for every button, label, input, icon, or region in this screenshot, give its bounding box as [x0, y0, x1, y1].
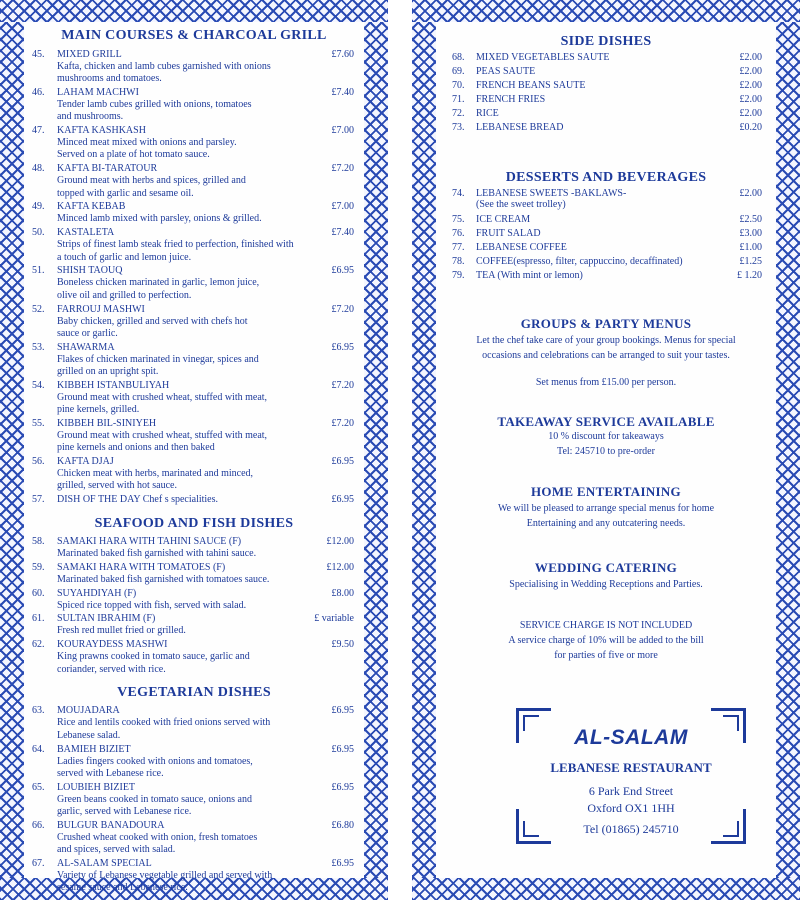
item-description-line: Served on a plate of hot tomato sauce. [57, 149, 210, 161]
item-description-line: Chicken meat with herbs, marinated and minced, [57, 467, 254, 479]
item-description-line: King prawns cooked in tomato sauce, garlic and [57, 651, 250, 663]
menu-item [24, 201, 364, 227]
item-price: £8.00 [331, 587, 354, 599]
home-entertaining-line-1: We will be pleased to arrange special menus for home [497, 503, 715, 514]
menu-item [436, 122, 776, 136]
item-number: 62. [32, 639, 45, 651]
item-description-line: grilled on an upright spit. [57, 365, 159, 377]
item-number: 47. [32, 125, 45, 137]
seafood-title: SEAFOOD AND FISH DISHES [94, 515, 294, 531]
item-note-text: (See the sweet trolley) [476, 199, 566, 210]
restaurant-subtitle: LEBANESE RESTAURANT [550, 760, 712, 775]
celtic-border-left [412, 0, 436, 900]
item-price: £2.00 [739, 80, 762, 91]
item-name: FARROUJ MASHWI [57, 303, 145, 315]
menu-item [24, 613, 364, 639]
item-price: £12.00 [326, 535, 354, 547]
menu-item [24, 49, 364, 87]
menu-item [436, 256, 776, 270]
item-name: LOUBIEH BIZIET [57, 781, 136, 793]
item-name: AL-SALAM SPECIAL [57, 857, 152, 869]
item-price: £6.95 [331, 265, 354, 277]
item-description [57, 277, 327, 301]
item-price: £6.95 [331, 781, 354, 793]
item-name: SAMAKI HARA WITH TOMATOES (F) [57, 561, 226, 573]
item-description-line: Spiced rice topped with fish, served with salad. [57, 599, 247, 611]
home-entertaining-section [436, 484, 776, 531]
item-number: 56. [32, 455, 45, 467]
item-description-line: olive oil and grilled to perfection. [57, 289, 192, 301]
groups-line-1: Let the chef take care of your group bookings. Menus for special [476, 335, 736, 346]
item-description-line: Baby chicken, grilled and served with chefs hot [57, 315, 248, 327]
groups-section [436, 316, 776, 390]
item-description [57, 756, 327, 780]
item-name: SHAWARMA [57, 341, 115, 353]
item-description-line: Rice and lentils cooked with fried onions served with [57, 717, 271, 729]
item-description-line: sesame sauce and Lebanese rice. [57, 882, 188, 893]
item-description-line: Boneless chicken marinated in garlic, lemon juice, [57, 277, 260, 289]
item-number: 79. [452, 270, 465, 281]
page-gutter [388, 0, 412, 900]
groups-line-3: Set menus from £15.00 per person. [535, 377, 677, 388]
item-number: 50. [32, 227, 45, 239]
menu-item [24, 227, 364, 265]
item-description-line: sauce or garlic. [57, 327, 118, 339]
item-price: £6.95 [331, 743, 354, 755]
menu-item [436, 228, 776, 242]
menu-item [24, 744, 364, 782]
item-name: KASTALETA [57, 227, 115, 239]
item-number: 69. [452, 66, 465, 77]
item-number: 55. [32, 417, 45, 429]
menu-item [24, 494, 364, 508]
item-number: 53. [32, 341, 45, 353]
celtic-border-right [776, 0, 800, 900]
item-description [57, 625, 327, 637]
item-price: £6.95 [331, 705, 354, 717]
service-charge-line-1: SERVICE CHARGE IS NOT INCLUDED [519, 620, 693, 631]
wedding-section [436, 560, 776, 592]
menu-item [436, 52, 776, 66]
item-description-line: a touch of garlic and lemon juice. [57, 251, 192, 263]
item-number: 54. [32, 379, 45, 391]
celtic-border-right [364, 0, 388, 900]
item-number: 64. [32, 743, 45, 755]
takeaway-line-1: 10 % discount for takeaways [548, 431, 664, 442]
item-price: £6.80 [331, 819, 354, 831]
celtic-border-bottom [412, 878, 800, 900]
service-charge-section [436, 618, 776, 663]
item-price: £1.00 [739, 242, 762, 253]
item-name: SHISH TAOUQ [57, 265, 123, 277]
item-number: 73. [452, 122, 465, 133]
item-description [57, 430, 327, 454]
item-number: 71. [452, 94, 465, 105]
item-number: 68. [452, 52, 465, 63]
item-price: £7.00 [331, 125, 354, 137]
item-name: COFFEE(espresso, filter, cappuccino, decaffinated) [476, 256, 683, 267]
menu-item [436, 80, 776, 94]
item-description [57, 175, 327, 199]
item-price: £2.00 [739, 52, 762, 63]
item-description [57, 832, 327, 856]
item-number: 60. [32, 587, 45, 599]
item-name: KAFTA DJAJ [57, 455, 114, 467]
menu-item [24, 87, 364, 125]
item-name: LEBANESE BREAD [476, 122, 564, 133]
restaurant-name: AL-SALAM [574, 726, 688, 749]
item-name: SAMAKI HARA WITH TAHINI SAUCE (F) [57, 535, 242, 547]
item-price: £2.00 [739, 188, 762, 199]
menu-item [24, 782, 364, 820]
menu-item [24, 536, 364, 562]
item-note [436, 199, 776, 213]
menu-left-page [0, 0, 388, 900]
left-page-content [24, 22, 364, 893]
menu-item [436, 214, 776, 228]
item-price: £7.00 [331, 201, 354, 213]
item-description-line: Fresh red mullet fried or grilled. [57, 625, 186, 637]
item-name: MIXED GRILL [57, 49, 122, 60]
item-description-line: Ladies fingers cooked with onions and tomatoes, [57, 755, 253, 767]
item-name: FRENCH BEANS SAUTE [476, 80, 586, 91]
item-description-line: Green beans cooked in tomato sauce, onions and [57, 793, 252, 805]
item-name: DISH OF THE DAY Chef s specialities. [57, 494, 219, 505]
item-price: £6.95 [331, 455, 354, 467]
item-name: LEBANESE SWEETS -BAKLAWS- [476, 188, 627, 199]
item-name: KIBBEH BIL-SINIYEH [57, 417, 157, 429]
item-number: 78. [452, 256, 465, 267]
item-name: KOURAYDESS MASHWI [57, 639, 168, 651]
menu-item [24, 588, 364, 614]
desserts-title: DESSERTS AND BEVERAGES [505, 170, 707, 185]
item-number: 65. [32, 781, 45, 793]
phone-number: Tel (01865) 245710 [583, 822, 679, 836]
item-description-line: Crushed wheat cooked with onion, fresh tomatoes [57, 831, 258, 843]
item-number: 51. [32, 265, 45, 277]
takeaway-title: TAKEAWAY SERVICE AVAILABLE [497, 414, 715, 429]
item-description-line: Variety of Lebanese vegetable grilled and served with [57, 869, 273, 881]
takeaway-line-2: Tel: 245710 to pre-order [557, 446, 655, 457]
item-description [57, 392, 327, 416]
item-description-line: Minced meat mixed with onions and parsley. [57, 137, 237, 149]
menu-item [24, 562, 364, 588]
item-description [57, 99, 327, 123]
item-number: 67. [32, 857, 45, 869]
menu-item [24, 858, 364, 896]
celtic-border-top [0, 0, 388, 22]
item-number: 75. [452, 214, 465, 225]
item-price: £9.50 [331, 639, 354, 651]
item-description-line: served with Lebanese rice. [57, 767, 164, 779]
item-number: 70. [452, 80, 465, 91]
item-number: 63. [32, 705, 45, 717]
wedding-title: WEDDING CATERING [534, 560, 678, 575]
restaurant-logo-block [516, 708, 746, 844]
item-name: KIBBEH ISTANBULIYAH [57, 379, 170, 391]
item-name: SULTAN IBRAHIM (F) [57, 613, 156, 625]
item-description [57, 354, 327, 378]
menu-item [436, 66, 776, 80]
item-name: KAFTA BI-TARATOUR [57, 163, 158, 175]
item-description-line: Kafta, chicken and lamb cubes garnished with onions [57, 61, 271, 72]
menu-item [24, 125, 364, 163]
item-description [57, 651, 327, 675]
item-name: SUYAHDIYAH (F) [57, 587, 137, 599]
item-name: FRUIT SALAD [476, 228, 541, 239]
item-name: LEBANESE COFFEE [476, 242, 567, 253]
menu-item [24, 639, 364, 677]
item-price: £3.00 [739, 228, 762, 239]
item-price: £1.25 [739, 256, 762, 267]
item-name: RICE [476, 108, 499, 119]
item-number: 59. [32, 561, 45, 573]
item-number: 74. [452, 188, 465, 199]
menu-item [24, 304, 364, 342]
item-description-line: Lebanese salad. [57, 729, 121, 741]
item-description [57, 717, 327, 741]
item-description [57, 870, 327, 894]
item-name: LAHAM MACHWI [57, 87, 139, 99]
menu-item [24, 705, 364, 743]
item-description-line: Ground meat with crushed wheat, stuffed with meat, [57, 429, 268, 441]
item-description [57, 137, 327, 161]
item-number: 66. [32, 819, 45, 831]
item-price: £0.20 [739, 122, 762, 133]
item-number: 58. [32, 535, 45, 547]
item-price: £ 1.20 [737, 270, 762, 281]
item-name: KAFTA KASHKASH [57, 125, 146, 137]
item-description [57, 600, 327, 612]
home-entertaining-title: HOME ENTERTAINING [531, 484, 681, 499]
item-number: 49. [32, 201, 45, 213]
menu-right-page [412, 0, 800, 900]
item-description [57, 574, 327, 586]
item-price: £7.20 [331, 303, 354, 315]
menu-item [24, 456, 364, 494]
item-description-line: coriander, served with rice. [57, 663, 166, 675]
item-price: £7.60 [331, 49, 354, 60]
takeaway-section [436, 414, 776, 459]
menu-item [24, 265, 364, 303]
item-name: FRENCH FRIES [476, 94, 546, 105]
item-description [57, 61, 327, 85]
address-city: Oxford OX1 1HH [587, 801, 675, 815]
item-name: MIXED VEGETABLES SAUTE [476, 52, 610, 63]
menu-item [436, 108, 776, 122]
item-price: £ variable [314, 613, 354, 625]
groups-title: GROUPS & PARTY MENUS [520, 316, 692, 331]
service-charge-line-3: for parties of five or more [554, 650, 658, 661]
item-description [57, 794, 327, 818]
item-description-line: grilled, served with hot sauce. [57, 480, 177, 492]
item-name: BAMIEH BIZIET [57, 743, 131, 755]
item-description-line: Minced lamb mixed with parsley, onions & grilled. [57, 213, 262, 225]
service-charge-line-2: A service charge of 10% will be added to the bill [508, 635, 704, 646]
item-description-line: Strips of finest lamb steak fried to perfection, finished with [57, 239, 294, 251]
item-name: KAFTA KEBAB [57, 201, 126, 213]
item-price: £7.20 [331, 417, 354, 429]
item-description-line: pine kernels and onions and then baked [57, 442, 215, 453]
item-price: £2.00 [739, 108, 762, 119]
menu-item [436, 94, 776, 108]
item-description [57, 468, 327, 492]
item-description [57, 213, 327, 225]
menu-item [24, 380, 364, 418]
item-name: MOUJADARA [57, 705, 120, 717]
item-number: 61. [32, 613, 45, 625]
menu-item [436, 270, 776, 284]
item-price: £7.40 [331, 227, 354, 239]
menu-item [436, 242, 776, 256]
item-description-line: topped with garlic and sesame oil. [57, 187, 194, 199]
item-description-line: pine kernels, grilled. [57, 403, 140, 415]
item-name: BULGUR BANADOURA [57, 819, 165, 831]
vegetarian-title: VEGETARIAN DISHES [117, 685, 271, 701]
item-name: PEAS SAUTE [476, 66, 536, 77]
item-description-line: Ground meat with herbs and spices, grilled and [57, 175, 246, 187]
item-description-line: garlic, served with Lebanese rice. [57, 805, 192, 817]
item-number: 45. [32, 49, 45, 60]
menu-item [24, 820, 364, 858]
item-description [57, 239, 327, 263]
celtic-border-top [412, 0, 800, 22]
groups-line-2: occasions and celebrations can be arranged to suit your tastes. [482, 350, 730, 361]
address-street: 6 Park End Street [588, 784, 674, 798]
item-description-line: Tender lamb cubes grilled with onions, tomatoes [57, 99, 252, 111]
item-number: 72. [452, 108, 465, 119]
home-entertaining-line-2: Entertaining and any outcatering needs. [526, 518, 686, 529]
item-description-line: mushrooms and tomatoes. [57, 73, 162, 85]
item-number: 77. [452, 242, 465, 253]
item-description-line: and spices, served with salad. [57, 843, 176, 855]
item-description-line: Ground meat with crushed wheat, stuffed with meat, [57, 391, 268, 403]
item-number: 46. [32, 87, 45, 99]
item-price: £2.00 [739, 94, 762, 105]
item-name: ICE CREAM [476, 214, 531, 225]
item-price: £6.95 [331, 857, 354, 869]
item-price: £2.00 [739, 66, 762, 77]
item-number: 48. [32, 163, 45, 175]
item-price: £6.95 [331, 494, 354, 505]
menu-item [24, 418, 364, 456]
item-price: £6.95 [331, 341, 354, 353]
wedding-line-1: Specialising in Wedding Receptions and Parties. [509, 579, 703, 590]
main-courses-title: MAIN COURSES & CHARCOAL GRILL [61, 28, 327, 43]
item-description [57, 316, 327, 340]
item-number: 76. [452, 228, 465, 239]
item-description-line: Marinated baked fish garnished with tomatoes sauce. [57, 573, 270, 585]
item-price: £7.40 [331, 87, 354, 99]
item-price: £7.20 [331, 379, 354, 391]
celtic-border-left [0, 0, 24, 900]
item-price: £2.50 [739, 214, 762, 225]
item-price: £7.20 [331, 163, 354, 175]
item-description-line: and mushrooms. [57, 111, 124, 123]
item-description-line: Flakes of chicken marinated in vinegar, spices and [57, 353, 259, 365]
item-price: £12.00 [326, 561, 354, 573]
menu-item [24, 342, 364, 380]
item-description-line: Marinated baked fish garnished with tahini sauce. [57, 547, 257, 559]
right-page-content [436, 22, 776, 878]
item-number: 52. [32, 303, 45, 315]
item-name: TEA (With mint or lemon) [476, 270, 583, 281]
item-number: 57. [32, 494, 45, 505]
menu-item [24, 163, 364, 201]
side-dishes-title: SIDE DISHES [560, 34, 652, 49]
item-description [57, 548, 327, 560]
